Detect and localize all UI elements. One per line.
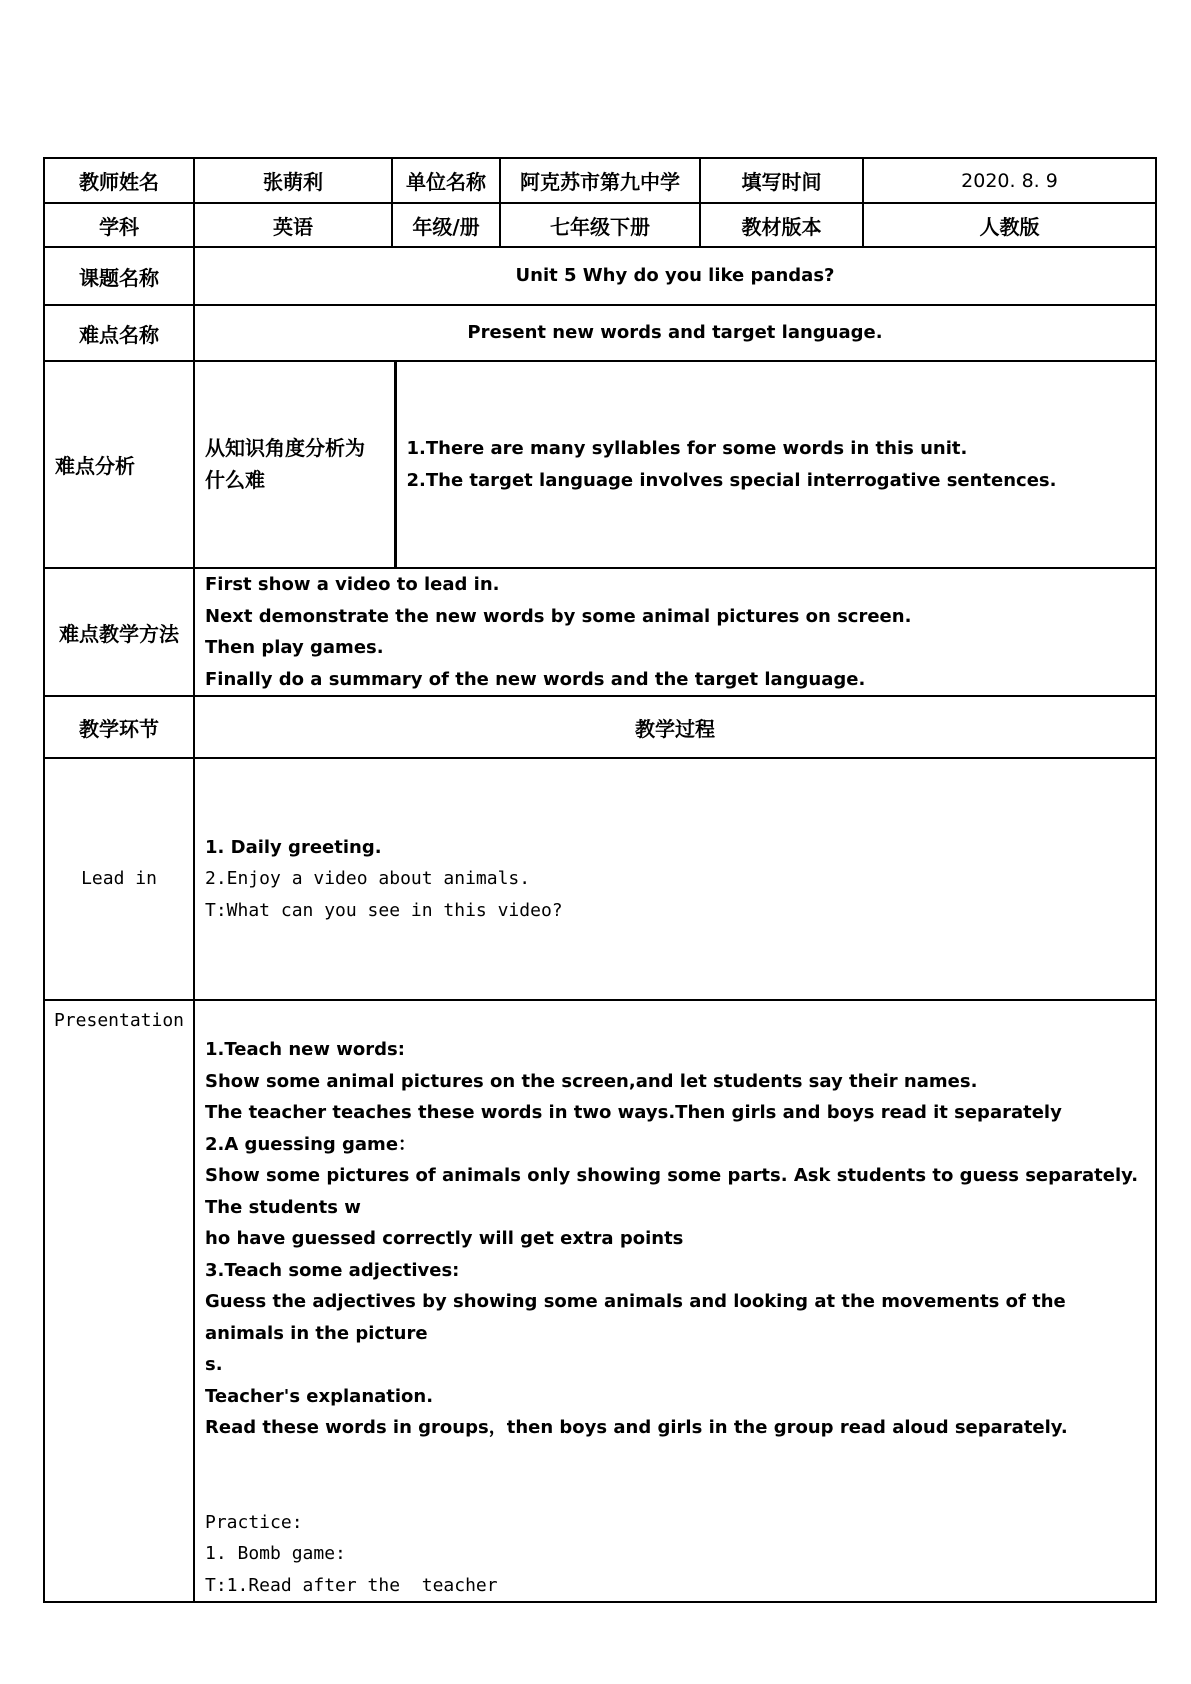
presentation-line-3: The teacher teaches these words in two ways.Then girls and boys read it separately (205, 1102, 1062, 1123)
method-line-1: First show a video to lead in. (205, 574, 500, 595)
method-content (194, 568, 1156, 696)
presentation-row (44, 1000, 1156, 1602)
presentation-line-1: 1.Teach new words: (205, 1039, 405, 1060)
difficulty-value: Present new words and target language. (194, 305, 1156, 361)
header-row-2 (44, 203, 1156, 247)
header-row-1 (44, 158, 1156, 203)
lead-in-line-3: T:What can you see in this video? (205, 899, 563, 921)
presentation-label: Presentation (44, 1000, 194, 1602)
analysis-sub-label: 从知识角度分析为什么难 (195, 362, 395, 567)
lesson-plan-table (43, 157, 1157, 1603)
difficulty-label: 难点名称 (44, 305, 194, 361)
method-line-3: Then play games. (205, 637, 384, 658)
blank-line (205, 1444, 1145, 1476)
subject-value: 英语 (194, 203, 392, 247)
practice-line-2: T:1.Read after the teacher (205, 1574, 498, 1596)
difficulty-row (44, 305, 1156, 361)
analysis-label: 难点分析 (44, 361, 194, 568)
unit-name-label: 单位名称 (392, 158, 500, 203)
process-header-row (44, 696, 1156, 758)
topic-value: Unit 5 Why do you like pandas? (194, 247, 1156, 305)
blank-line (205, 1475, 1145, 1507)
lead-in-content (194, 758, 1156, 1000)
presentation-line-7: 3.Teach some adjectives: (205, 1259, 460, 1281)
lead-in-row (44, 758, 1156, 1000)
lead-in-label: Lead in (44, 758, 194, 1000)
process-label: 教学过程 (194, 696, 1156, 758)
lead-in-line-1: 1. Daily greeting. (205, 836, 382, 858)
presentation-line-2: Show some animal pictures on the screen,and let students say their names. (205, 1070, 978, 1092)
teacher-name-label: 教师姓名 (44, 158, 194, 203)
edition-label: 教材版本 (700, 203, 863, 247)
lead-in-line-2: 2.Enjoy a video about animals. (205, 868, 531, 890)
topic-row (44, 247, 1156, 305)
lesson-plan-sheet (43, 157, 1155, 1603)
method-line-2: Next demonstrate the new words by some animal pictures on screen. (205, 605, 912, 627)
fill-time-label: 填写时间 (700, 158, 863, 203)
presentation-line-10: Teacher's explanation. (205, 1385, 434, 1407)
analysis-reasons (395, 362, 1155, 567)
analysis-content (194, 361, 1156, 568)
analysis-reason-2: 2.The target language involves special interrogative sentences. (406, 469, 1057, 491)
subject-label: 学科 (44, 203, 194, 247)
presentation-line-6: ho have guessed correctly will get extra points (205, 1228, 684, 1249)
grade-label: 年级/册 (392, 203, 500, 247)
presentation-line-5: Show some pictures of animals only showing some parts. Ask students to guess separately. The students w (205, 1165, 1139, 1218)
presentation-content (194, 1000, 1156, 1602)
analysis-reason-1: 1.There are many syllables for some words in this unit. (406, 438, 968, 459)
fill-time-value: 2020. 8. 9 (863, 158, 1156, 203)
presentation-line-4: 2.A guessing game： (205, 1133, 417, 1155)
presentation-line-11: Read these words in groups，then boys and girls in the group read aloud separately. (205, 1417, 1068, 1438)
presentation-line-8: Guess the adjectives by showing some animals and looking at the movements of the animals in the picture (205, 1291, 1066, 1344)
process-step-label: 教学环节 (44, 696, 194, 758)
grade-value: 七年级下册 (500, 203, 700, 247)
analysis-row (44, 361, 1156, 568)
practice-title: Practice: (205, 1511, 303, 1533)
edition-value: 人教版 (863, 203, 1156, 247)
method-label: 难点教学方法 (44, 568, 194, 696)
practice-line-1: 1. Bomb game: (205, 1543, 346, 1564)
topic-label: 课题名称 (44, 247, 194, 305)
unit-name-value: 阿克苏市第九中学 (500, 158, 700, 203)
presentation-line-9: s. (205, 1354, 223, 1375)
teacher-name-value: 张萌利 (194, 158, 392, 203)
method-row (44, 568, 1156, 696)
method-line-4: Finally do a summary of the new words and the target language. (205, 668, 866, 690)
